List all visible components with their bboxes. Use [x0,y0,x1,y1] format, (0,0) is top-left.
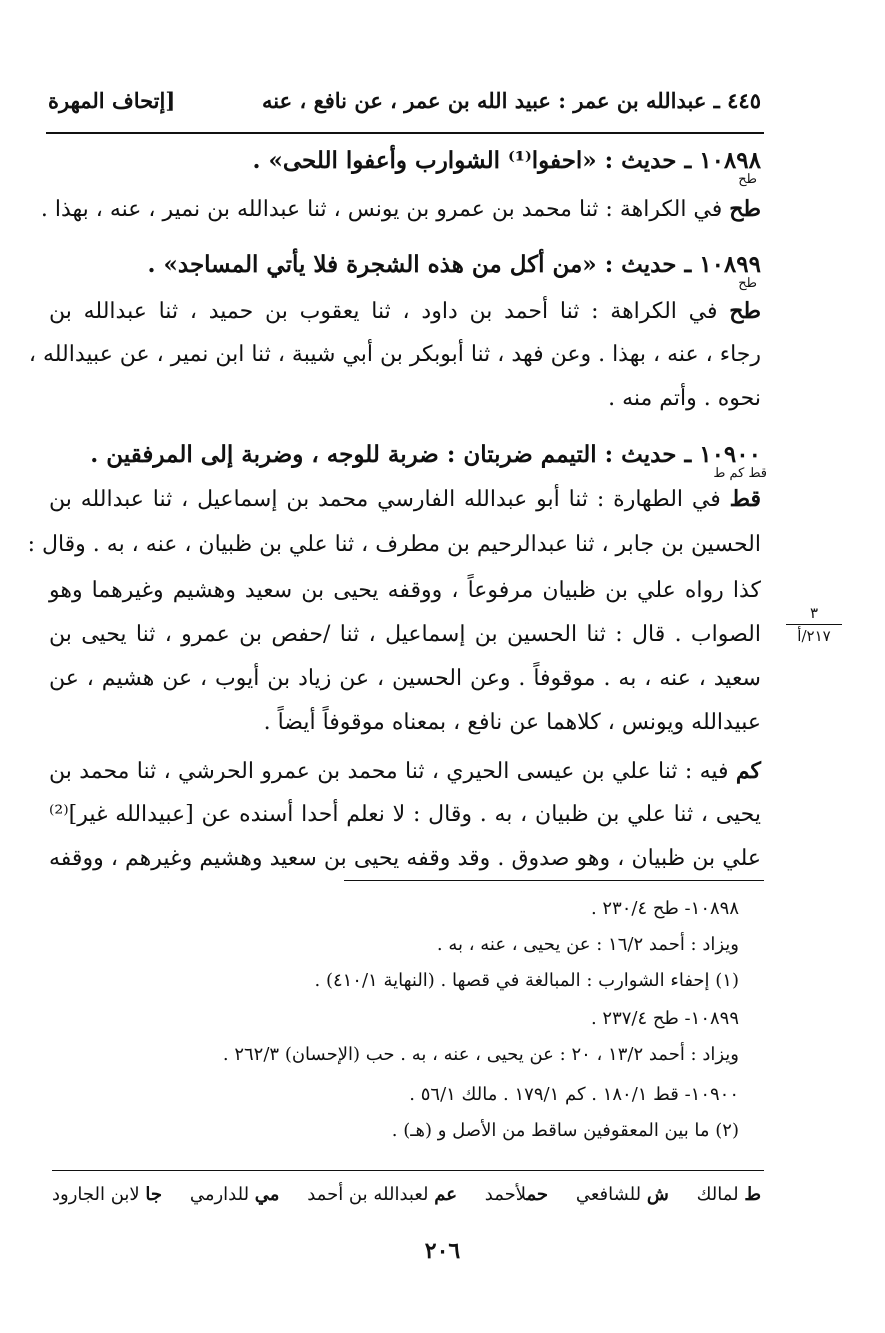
margin-note [786,604,842,645]
legend-key: عم [434,1184,457,1205]
hadith-number: ١٠٨٩٨ [699,147,761,174]
text-line: علي بن ظبيان ، وهو صدوق . وقد وقفه يحيى بن سعيد وهشيم وغيرهم ، ووقفه [49,846,761,871]
legend-rule [52,1170,764,1171]
legend-key: جا [145,1184,163,1205]
hadith-text: ـ حديث : «احفوا⁽¹⁾ الشوارب وأعفوا اللحى» . [252,147,700,174]
text-line [49,484,761,515]
source-siglum: قط كم ط [713,466,767,481]
legend-value: لأحمد [484,1184,527,1205]
source-code: طح [729,196,761,222]
text-line: رجاء ، عنه ، بهذا . وعن فهد ، ثنا أبوبكر بن أبي شيبة ، ثنا ابن نمير ، عن عبيدالله ، [28,342,761,367]
hadith-heading-10898 [49,146,761,176]
text-line [49,296,761,327]
text-line: الحسين بن جابر ، ثنا عبدالرحيم بن مطرف ، ثنا علي بن ظبيان ، عنه ، به . وقال : [27,532,761,557]
margin-note-bar [786,624,842,625]
footnote: (٢) ما بين المعقوفين ساقط من الأصل و (هـ) . [391,1120,739,1141]
hadith-number: ١٠٨٩٩ [699,251,761,278]
line-text: في الطهارة : ثنا أبو عبدالله الفارسي محمد بن إسماعيل ، ثنا عبدالله بن [49,487,730,512]
hadith-text: ـ حديث : التيمم ضربتان : ضربة للوجه ، وضربة إلى المرفقين . [90,441,700,468]
text-line: يحيى ، ثنا علي بن ظبيان ، به . وقال : لا نعلم أحدا أسنده عن [عبيدالله غير]⁽²⁾ [49,802,761,827]
footnote: ١٠٩٠٠- قط ١٨٠/١ . كم ١٧٩/١ . مالك ٥٦/١ . [409,1084,739,1105]
line-text: في الكراهة : ثنا محمد بن عمرو بن يونس ، ثنا عبدالله بن نمير ، عنه ، بهذا . [40,197,730,222]
hadith-number: ١٠٩٠٠ [699,441,761,468]
source-siglum: طح [738,276,757,291]
running-header-title: ٤٤٥ ـ عبدالله بن عمر : عبيد الله بن عمر ، عن نافع ، عنه [262,88,761,113]
source-code: قط [729,486,761,512]
legend-item [307,1184,457,1205]
text-line: سعيد ، عنه ، به . موقوفاً . وعن الحسين ، عن زياد بن أيوب ، عن هشيم ، عن [49,666,761,691]
legend-item [52,1184,162,1205]
source-code: كم [735,758,761,784]
legend-item [190,1184,280,1205]
source-code: طح [729,298,761,324]
legend-value: للشافعي [575,1184,647,1205]
abbreviation-legend [52,1184,761,1205]
footnote: ويزاد : أحمد ١٦/٢ : عن يحيى ، عنه ، به . [436,934,739,955]
legend-key: ش [646,1184,669,1205]
text-line [49,756,761,787]
hadith-heading-10900 [49,440,761,470]
legend-key: حم [526,1184,549,1205]
text-line [40,194,761,225]
margin-note-bottom: ٢١٧/أ [797,627,831,645]
footnote: (١) إحفاء الشوارب : المبالغة في قصها . (النهاية ٤١٠/١) . [314,970,739,991]
line-text: فيه : ثنا علي بن عيسى الحيري ، ثنا محمد بن عمرو الحرشي ، ثنا محمد بن [49,759,736,784]
source-siglum: طح [738,172,757,187]
footnote-rule [344,880,764,881]
text-line: نحوه . وأتم منه . [608,386,761,411]
legend-item [697,1184,761,1205]
running-header-book: [إتحاف المهرة [48,88,176,113]
footnote: ويزاد : أحمد ١٣/٢ ، ٢٠ : عن يحيى ، عنه ، به . حب (الإحسان) ٢٦٢/٣ . [222,1044,739,1065]
footnote: ١٠٨٩٩- طح ٢٣٧/٤ . [590,1008,739,1029]
legend-key: مي [254,1184,280,1205]
line-text: في الكراهة : ثنا أحمد بن داود ، ثنا يعقوب بن حميد ، ثنا عبدالله بن [49,299,730,324]
text-line: عبيدالله ويونس ، كلاهما عن نافع ، بمعناه موقوفاً أيضاً . [263,710,761,735]
footnote: ١٠٨٩٨- طح ٢٣٠/٤ . [590,898,739,919]
legend-key: ط [744,1184,761,1205]
page-number: ٢٠٦ [424,1238,461,1264]
text-line: الصواب . قال : ثنا الحسين بن إسماعيل ، ثنا /حفص بن عمرو ، ثنا يحيى بن [49,622,761,647]
hadith-heading-10899 [49,250,761,280]
hadith-text: ـ حديث : «من أكل من هذه الشجرة فلا يأتي المساجد» . [147,251,700,278]
text-line: كذا رواه علي بن ظبيان مرفوعاً ، ووقفه يحيى بن سعيد وهشيم وغيرهما وهو [49,578,761,603]
header-rule [46,132,764,134]
legend-value: لعبدالله بن أحمد [307,1184,435,1205]
margin-note-top: ٣ [809,604,819,622]
legend-value: للدارمي [189,1184,255,1205]
legend-value: لمالك [696,1184,745,1205]
legend-value: لابن الجارود [52,1184,146,1205]
legend-item [576,1184,669,1205]
legend-item [485,1184,548,1205]
